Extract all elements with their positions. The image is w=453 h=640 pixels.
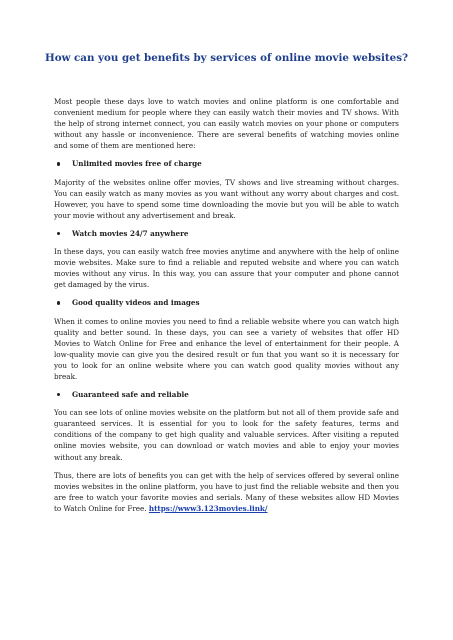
document-title: How can you get benefits by services of online movie websites?	[44, 52, 409, 64]
section-paragraph: You can see lots of online movies website on the platform but not all of them provide safe and guaranteed services. It is essential for you to look for the safety features, terms and conditions of the company to get high quality and valuable services. After visiting a reputed online movies website, you can download or watch movies and able to enjoy your movies without any break.	[54, 408, 399, 462]
conclusion-paragraph	[54, 470, 399, 514]
website-link[interactable]: https://www3.123movies.link/	[148, 503, 268, 513]
section-heading	[54, 158, 399, 169]
section-heading	[54, 389, 399, 400]
section-heading-list	[54, 389, 399, 400]
section-heading-text: Watch movies 24/7 anywhere	[72, 228, 189, 238]
section-heading-text: Good quality videos and images	[72, 298, 200, 308]
document-body	[54, 96, 399, 521]
section-paragraph: In these days, you can easily watch free movies anytime and anywhere with the help of online movie websites. Make sure to find a reliable and reputed website and where you can watch movies without any virus. In this way, you can assure that your computer and phone cannot get damaged by the virus.	[54, 247, 399, 290]
section-paragraph: When it comes to online movies you need to find a reliable website where you can watch high quality and better sound. In these days, you can see a variety of websites that offer HD Movies to Watch Online for Free and enhance the level of entertainment for their people. A low-quality movie can give you the desired result or fun that you want so it is necessary for you to look for an online website where you can watch good quality movies without any break.	[54, 316, 399, 381]
section-heading-text: Guaranteed safe and reliable	[72, 390, 189, 400]
section-heading	[54, 228, 399, 239]
section-heading-list	[54, 228, 399, 239]
intro-paragraph: Most people these days love to watch movies and online platform is one comfortable and convenient medium for people where they can easily watch their movies and TV shows. With the help of strong internet connect, you can easily watch movies on your phone or computers without any hassle or inconvenience. There are several benefits of watching movies online and some of them are mentioned here:	[54, 97, 399, 151]
section-heading-list	[54, 158, 399, 169]
section-paragraph: Majority of the websites online offer movies, TV shows and live streaming without charges. You can easily watch as many movies as you want without any worry about charges and cost. However, you have to spend some time downloading the movie but you will be able to watch your movie without any advertisement and break.	[54, 177, 399, 220]
section-heading-text: Unlimited movies free of charge	[72, 159, 202, 169]
section-heading	[54, 297, 399, 308]
conclusion-text: Thus, there are lots of benefits you can get with the help of services offered by several online movies websites in the online platform, you have to just find the reliable website and then you are free to watch your favorite movies and serials. Many of these websites allow HD Movies to Watch Online for Free.	[54, 470, 399, 513]
bullet-icon	[57, 162, 60, 165]
bullet-icon	[57, 393, 60, 396]
bullet-icon	[57, 232, 60, 235]
bullet-icon	[57, 301, 60, 304]
section-heading-list	[54, 297, 399, 308]
